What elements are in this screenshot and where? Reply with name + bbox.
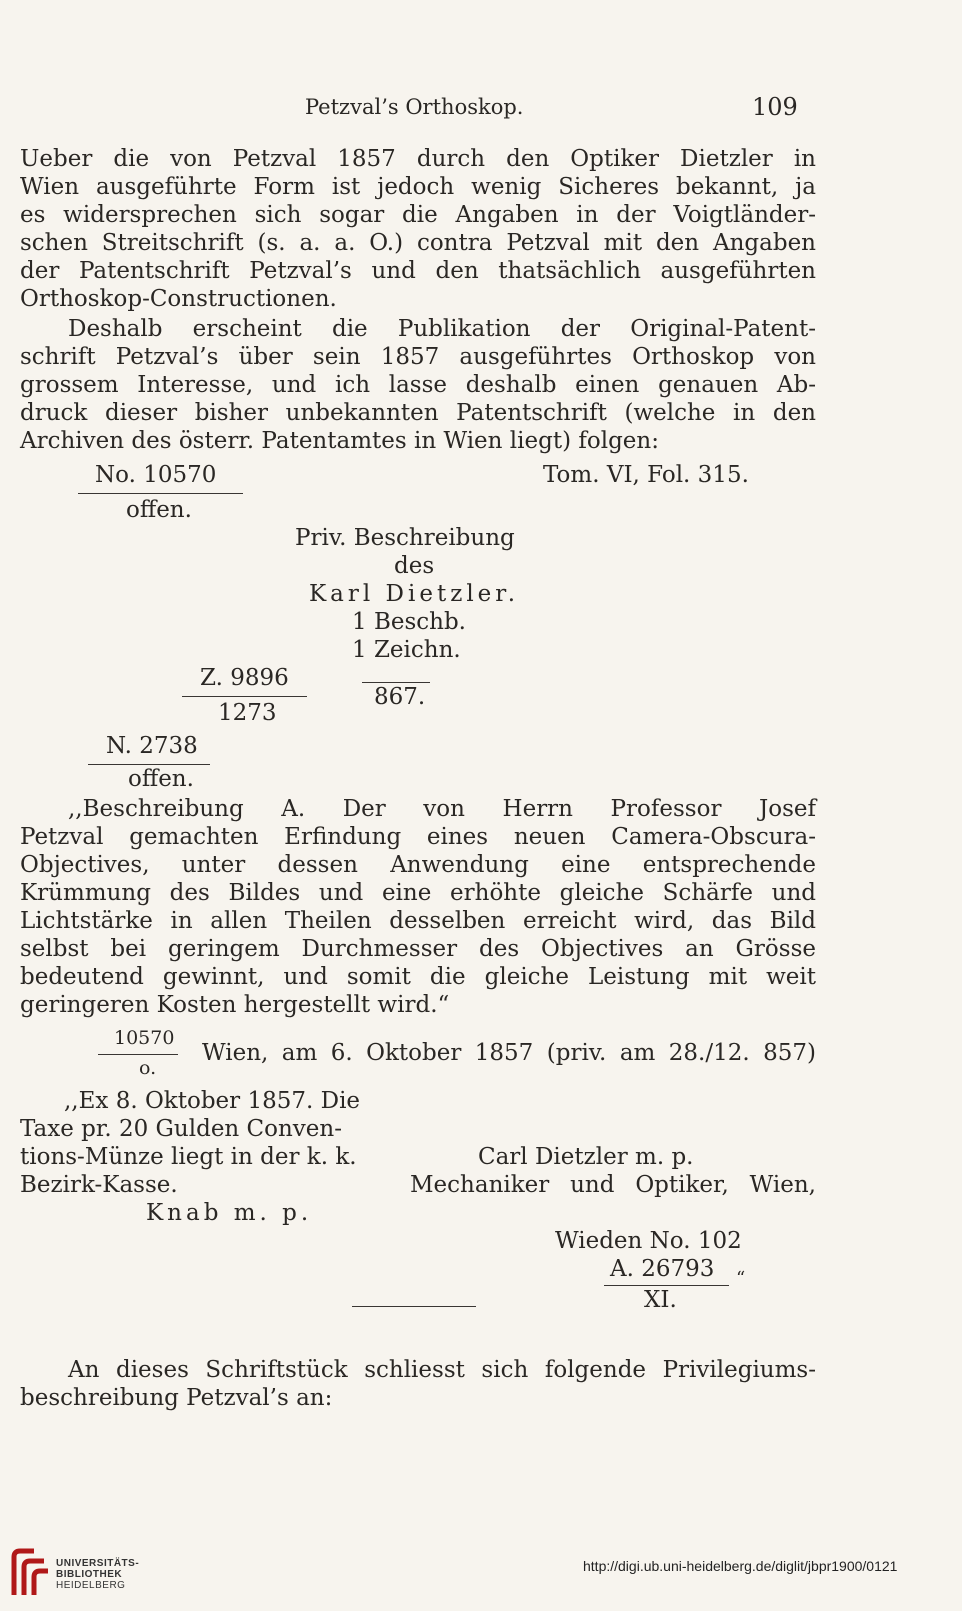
text-line: geringeren Kosten hergestellt wird.“ — [20, 992, 450, 1018]
date-fraction-numerator: 10570 — [114, 1027, 175, 1049]
text-line: Petzval gemachten Erfindung eines neuen Camera-Obscura- — [20, 824, 816, 850]
section-separator — [352, 1306, 476, 1307]
a-fraction-rule — [604, 1285, 729, 1286]
date-line: Wien, am 6. Oktober 1857 (priv. am 28./12. 857) — [202, 1040, 816, 1066]
signer: Carl Dietzler m. p. — [478, 1144, 694, 1170]
date-fraction-rule — [98, 1054, 178, 1055]
library-logo — [8, 1547, 52, 1601]
text-line: Deshalb erscheint die Publikation der Original-Patent- — [68, 316, 816, 342]
center-line: Karl Dietzler. — [309, 581, 520, 607]
profession: Mechaniker und Optiker, Wien, — [410, 1172, 816, 1198]
a-denominator: XI. — [644, 1287, 677, 1313]
text-line: beschreibung Petzval’s an: — [20, 1385, 333, 1411]
text-line: es widersprechen sich sogar die Angaben in der Voigtländer- — [20, 202, 816, 228]
n-number: N. 2738 — [106, 733, 198, 759]
record-number: No. 10570 — [95, 462, 217, 488]
left-block-line: Bezirk-Kasse. — [20, 1172, 178, 1198]
text-line: ,,Beschreibung A. Der von Herrn Professor Josef — [68, 796, 816, 822]
ref-rule — [362, 682, 430, 683]
z-number: Z. 9896 — [200, 665, 289, 691]
running-header-title: Petzval’s Orthoskop. — [305, 95, 524, 119]
text-line: Orthoskop-Constructionen. — [20, 286, 337, 312]
text-line: der Patentschrift Petzval’s und den thatsächlich ausgeführten — [20, 258, 816, 284]
left-block-line: Knab m. p. — [146, 1200, 313, 1226]
address: Wieden No. 102 — [555, 1228, 742, 1254]
left-block-line: tions-Münze liegt in der k. k. — [20, 1144, 357, 1170]
z-fraction-rule — [182, 696, 307, 697]
ref-867: 867. — [374, 684, 426, 710]
page-number: 109 — [752, 93, 798, 121]
text-line: schen Streitschrift (s. a. a. O.) contra Petzval mit den Angaben — [20, 230, 816, 256]
a-number: A. 26793 — [610, 1256, 715, 1282]
source-url-link[interactable]: http://digi.ub.uni-heidelberg.de/diglit/jbpr1900/0121 — [583, 1558, 898, 1574]
text-line: Lichtstärke in allen Theilen desselben erreicht wird, das Bild — [20, 908, 816, 934]
text-line: schrift Petzval’s über sein 1857 ausgeführtes Orthoskop von — [20, 344, 816, 370]
text-line: An dieses Schriftstück schliesst sich folgende Privilegiums- — [68, 1357, 816, 1383]
text-line: bedeutend gewinnt, und somit die gleiche Leistung mit weit — [20, 964, 816, 990]
record-tome: Tom. VI, Fol. 315. — [543, 462, 749, 488]
date-fraction-denominator: o. — [139, 1057, 157, 1079]
logo-line: UNIVERSITÄTS- — [56, 1558, 140, 1569]
text-line: Wien ausgeführte Form ist jedoch wenig Sicheres bekannt, ja — [20, 174, 816, 200]
center-line: 1 Zeichn. — [352, 637, 461, 663]
text-line: Archiven des österr. Patentamtes in Wien liegt) folgen: — [20, 428, 659, 454]
text-line: Ueber die von Petzval 1857 durch den Optiker Dietzler in — [20, 146, 816, 172]
center-line: Priv. Beschreibung — [295, 525, 515, 551]
left-block-line: ,,Ex 8. Oktober 1857. Die — [64, 1088, 361, 1114]
center-line: 1 Beschb. — [352, 609, 466, 635]
z-denominator: 1273 — [218, 700, 277, 726]
logo-line: BIBLIOTHEK — [56, 1569, 123, 1580]
left-block-line: Taxe pr. 20 Gulden Conven- — [20, 1116, 342, 1142]
text-line: grossem Interesse, und ich lasse deshalb einen genauen Ab- — [20, 372, 816, 398]
logo-line: HEIDELBERG — [56, 1580, 126, 1591]
text-line: Objectives, unter dessen Anwendung eine entsprechende — [20, 852, 816, 878]
library-logo-icon — [8, 1547, 52, 1597]
record-offen-2: offen. — [128, 766, 194, 792]
record-number-rule — [78, 493, 243, 494]
closing-quote-mark: “ — [736, 1268, 746, 1289]
record-offen: offen. — [126, 497, 192, 523]
text-line: druck dieser bisher unbekannten Patentschrift (welche in den — [20, 400, 816, 426]
n-number-rule — [88, 764, 210, 765]
text-line: selbst bei geringem Durchmesser des Objectives an Grösse — [20, 936, 816, 962]
center-line: des — [394, 553, 435, 579]
text-line: Krümmung des Bildes und eine erhöhte gleiche Schärfe und — [20, 880, 816, 906]
logo-text — [56, 1558, 139, 1591]
